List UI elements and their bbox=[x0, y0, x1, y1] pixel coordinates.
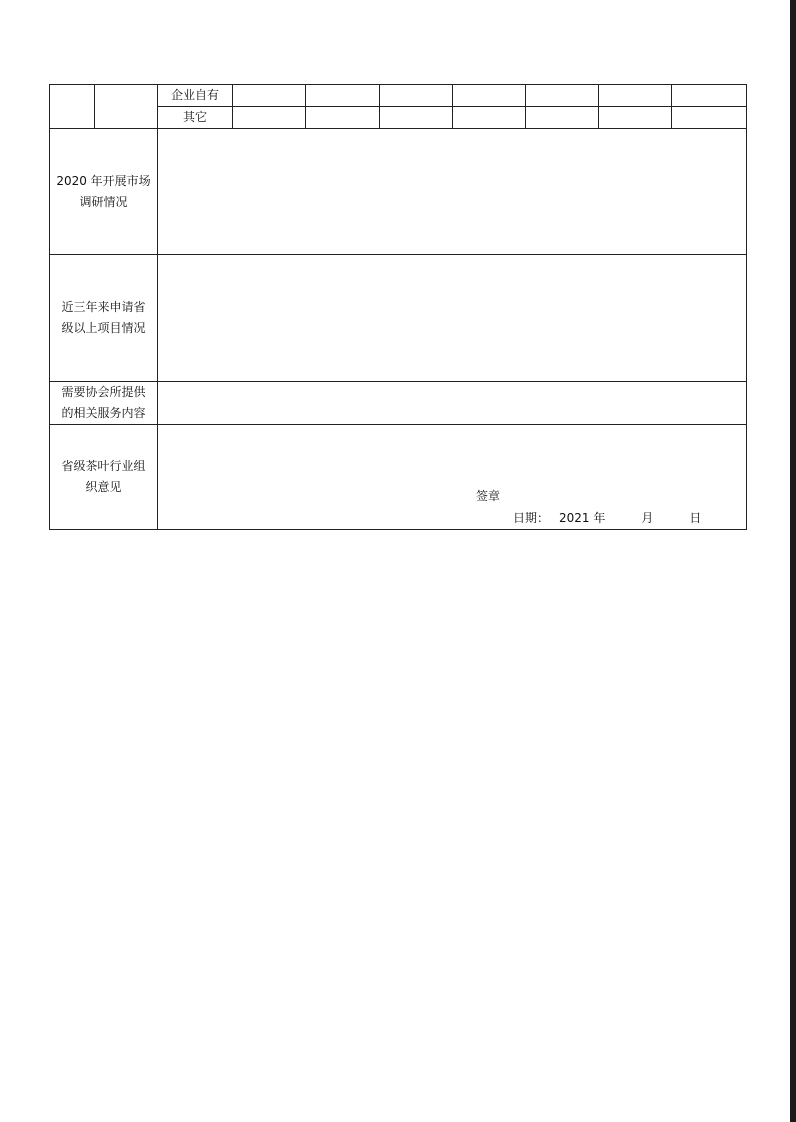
projects-row bbox=[50, 255, 747, 382]
opinion-row bbox=[50, 425, 747, 530]
application-form-table bbox=[49, 84, 747, 530]
date-month: 月 bbox=[641, 511, 654, 525]
services-field[interactable] bbox=[158, 382, 747, 425]
funding-source-label: 企业自有 bbox=[158, 85, 233, 107]
table-cell[interactable] bbox=[453, 85, 526, 107]
table-cell[interactable] bbox=[599, 85, 672, 107]
table-cell[interactable] bbox=[526, 85, 599, 107]
market-research-field[interactable] bbox=[158, 129, 747, 255]
table-cell[interactable] bbox=[453, 107, 526, 129]
opinion-field[interactable] bbox=[158, 425, 747, 530]
market-research-row bbox=[50, 129, 747, 255]
table-cell[interactable] bbox=[672, 107, 747, 129]
table-cell[interactable] bbox=[306, 85, 380, 107]
date-year: 2021 年 bbox=[559, 511, 606, 525]
table-cell[interactable] bbox=[380, 85, 453, 107]
table-cell[interactable] bbox=[526, 107, 599, 129]
date-day: 日 bbox=[689, 511, 702, 525]
signature-label: 签章 bbox=[476, 489, 501, 503]
opinion-label: 省级茶叶行业组 织意见 bbox=[50, 425, 158, 530]
table-cell[interactable] bbox=[306, 107, 380, 129]
table-cell[interactable] bbox=[599, 107, 672, 129]
table-cell[interactable] bbox=[380, 107, 453, 129]
table-cell[interactable] bbox=[672, 85, 747, 107]
page-edge bbox=[790, 0, 796, 1122]
date-line bbox=[513, 510, 701, 526]
market-research-label: 2020 年开展市场 调研情况 bbox=[50, 129, 158, 255]
funding-row-own bbox=[50, 85, 747, 107]
date-label: 日期： bbox=[513, 511, 550, 525]
services-row bbox=[50, 382, 747, 425]
services-label: 需要协会所提供 的相关服务内容 bbox=[50, 382, 158, 425]
blank-cell bbox=[50, 85, 95, 129]
projects-label: 近三年来申请省 级以上项目情况 bbox=[50, 255, 158, 382]
table-cell[interactable] bbox=[233, 85, 306, 107]
funding-source-label: 其它 bbox=[158, 107, 233, 129]
blank-cell bbox=[95, 85, 158, 129]
projects-field[interactable] bbox=[158, 255, 747, 382]
table-cell[interactable] bbox=[233, 107, 306, 129]
